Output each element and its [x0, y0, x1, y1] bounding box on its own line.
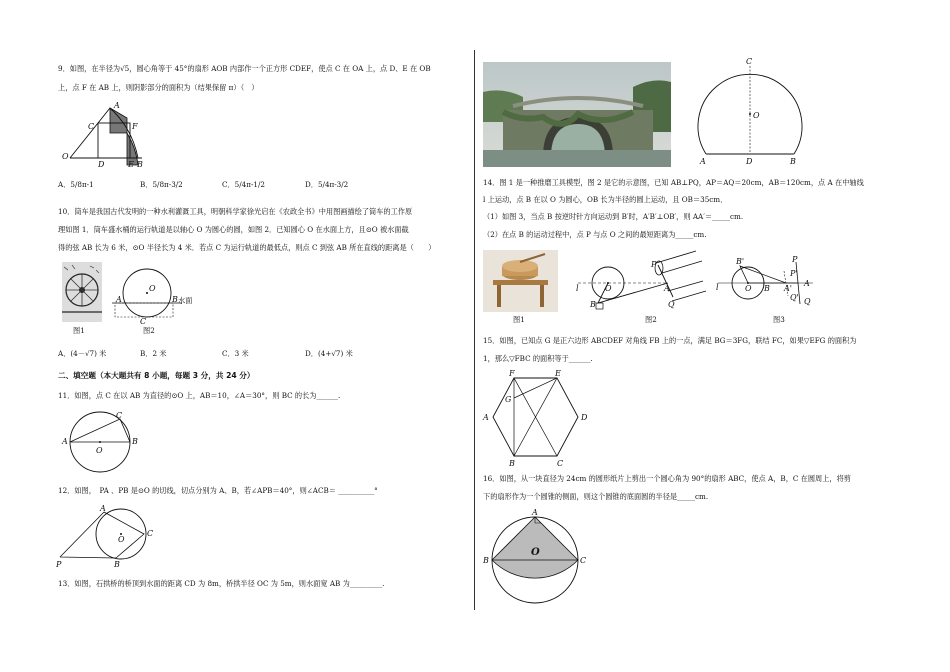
svg-text:B: B	[764, 284, 770, 293]
q10-option-d: D．(4+√7) 米	[305, 349, 353, 358]
q9-option-c: C．5/4π-1/2	[222, 180, 265, 189]
svg-text:A: A	[100, 504, 106, 513]
q13-bridge-photo	[483, 62, 671, 167]
svg-text:C: C	[116, 411, 123, 420]
q14-text-line4: （2）在点 B 的运动过程中，点 P 与点 O 之间的最短距离为_____cm.	[483, 230, 707, 239]
q16-text-line1: 16．如图，从一块直径为 24cm 的圆形纸片上剪出一个圆心角为 90°的扇形 ABC，使点 A，B，C 在圆周上，将剪	[483, 474, 851, 483]
svg-text:D: D	[98, 160, 105, 169]
svg-text:C: C	[557, 459, 564, 468]
svg-text:C: C	[746, 57, 753, 66]
svg-text:E: E	[555, 369, 561, 378]
q14-fig2-diagram	[578, 255, 708, 315]
svg-text:F: F	[132, 122, 138, 131]
svg-text:l: l	[576, 284, 579, 293]
svg-text:B: B	[137, 160, 143, 169]
svg-text:O: O	[753, 111, 760, 120]
q16-sector-figure	[483, 505, 588, 605]
svg-text:O: O	[605, 284, 612, 293]
q10-water-label: 水面	[178, 296, 193, 305]
q10-text-line1: 10．筒车是我国古代发明的一种水利灌溉工具，明朝科学家徐光启在《农政全书》中用图画描绘了筒车的工作原	[58, 207, 413, 216]
svg-text:D: D	[746, 157, 753, 166]
svg-text:B: B	[483, 556, 489, 565]
q14-fig2-caption: 图2	[645, 315, 657, 324]
q13-text: 13．如图，石拱桥的桥顶到水面的距离 CD 为 8m，桥拱半径 OC 为 5m，则水面宽 AB 为_________.	[58, 579, 385, 588]
svg-text:P: P	[56, 560, 62, 569]
svg-text:B: B	[509, 459, 515, 468]
q12-figure	[56, 503, 166, 573]
svg-text:A: A	[483, 413, 489, 422]
svg-text:Q: Q	[668, 300, 675, 309]
q9-figure	[62, 103, 152, 168]
svg-text:O: O	[96, 446, 103, 455]
svg-text:D: D	[581, 413, 588, 422]
q14-text-line2: l 上运动，点 B 在以 O 为圆心，OB 长为半径的圆上运动，且 OB＝35cm．	[483, 195, 728, 204]
q14-fig1-photo	[483, 250, 558, 312]
svg-text:B: B	[790, 157, 796, 166]
q12-text: 12．如图， PA 、PB 是⊙O 的切线，切点分别为 A、B，若∠APB＝40°，则∠ACB＝ __________°	[58, 486, 378, 495]
q14-text-line1: 14．图 1 是一种推磨工具模型，图 2 是它的示意图，已知 AB⊥PQ，AP＝AQ＝20cm，AB＝120cm，点 A 在中轴线	[483, 178, 864, 187]
q11-text: 11．如图，点 C 在以 AB 为直径的⊙O 上，AB＝10，∠A＝30°，则 BC 的长为______.	[58, 391, 341, 400]
q9-option-b: B．5/8π-3/2	[140, 180, 183, 189]
svg-text:B: B	[172, 295, 178, 304]
q15-text-line1: 15．如图，已知点 G 是正六边形 ABCDEF 对角线 FB 上的一点，满足 BG＝3FG，联结 FC，如果▽EFG 的面积为	[483, 336, 857, 345]
q10-option-a: A．(4－√7) 米	[58, 349, 107, 358]
q15-text-line2: 1，那么▽FBC 的面积等于______.	[483, 354, 593, 363]
svg-text:G: G	[505, 395, 512, 404]
column-divider	[474, 50, 475, 610]
svg-text:C: C	[140, 317, 147, 326]
q10-fig2-caption: 图2	[143, 326, 155, 335]
q10-option-c: C．3 米	[222, 349, 249, 358]
svg-text:O: O	[531, 547, 540, 558]
svg-text:P': P'	[790, 269, 798, 278]
q14-text-line3: （1）如图 3，当点 B 按逆时针方向运动到 B′时，A′B′⊥OB′，则 AA′＝_____cm.	[483, 212, 744, 221]
svg-text:C: C	[580, 556, 587, 565]
q9-text-line1: 9．如图，在半径为√5，圆心角等于 45°的扇形 AOB 内部作一个正方形 CDEF，使点 C 在 OA 上，点 D、E 在 OB	[58, 64, 431, 73]
svg-text:P: P	[792, 255, 798, 264]
svg-text:A: A	[804, 279, 810, 288]
svg-text:Q': Q'	[790, 293, 799, 302]
q14-fig1-caption: 图1	[513, 315, 525, 324]
svg-text:O: O	[745, 284, 752, 293]
svg-text:C: C	[147, 529, 154, 538]
q16-text-line2: 下的扇形作为一个圆锥的侧面，则这个圆锥的底面圆的半径是_____cm.	[483, 492, 709, 501]
q11-figure	[62, 408, 152, 483]
svg-text:C: C	[88, 122, 95, 131]
svg-text:A: A	[114, 101, 120, 110]
svg-text:P: P	[651, 260, 657, 269]
svg-text:O: O	[118, 535, 125, 544]
q9-option-a: A．5/8π-1	[58, 180, 94, 189]
q10-text-line2: 理如图 1．筒车盛水桶的运行轨道是以轴心 O 为圆心的圆，如图 2．已知圆心 O 在水面上方，且⊙O 被水面截	[58, 225, 409, 234]
q14-fig3-caption: 图3	[773, 315, 785, 324]
svg-text:E: E	[128, 160, 134, 169]
svg-text:O: O	[62, 152, 69, 161]
svg-text:A: A	[532, 508, 538, 517]
svg-text:O: O	[149, 284, 156, 293]
svg-text:A': A'	[784, 284, 792, 293]
svg-text:A: A	[664, 284, 670, 293]
svg-text:A: A	[116, 295, 122, 304]
svg-text:A: A	[700, 157, 706, 166]
q15-hexagon-figure	[483, 368, 603, 468]
q13-arch-diagram	[690, 58, 810, 170]
q9-text-line2: 上，点 F 在 AB 上，则阴影部分的面积为（结果保留 π）（ ）	[58, 83, 259, 92]
svg-text:B: B	[590, 300, 596, 309]
svg-text:B: B	[114, 560, 120, 569]
svg-text:A: A	[62, 437, 68, 446]
svg-text:B: B	[132, 437, 138, 446]
svg-text:l: l	[716, 283, 719, 292]
q10-fig1-waterwheel	[62, 262, 102, 322]
svg-text:B': B'	[736, 257, 745, 266]
q14-fig3-diagram	[718, 256, 818, 314]
svg-text:Q: Q	[804, 297, 811, 306]
svg-text:F: F	[509, 369, 515, 378]
section-2-heading: 二、填空题（本大题共有 8 小题，每题 3 分，共 24 分）	[58, 371, 255, 380]
q10-text-line3: 得的弦 AB 长为 6 米，⊙O 半径长为 4 米．若点 C 为运行轨道的最低点，则点 C 到弦 AB 所在直线的距离是（ ）	[58, 243, 436, 252]
q9-option-d: D．5/4π-3/2	[305, 180, 349, 189]
q10-option-b: B．2 米	[140, 349, 167, 358]
q10-fig2-circle	[112, 266, 212, 326]
q10-fig1-caption: 图1	[73, 326, 85, 335]
